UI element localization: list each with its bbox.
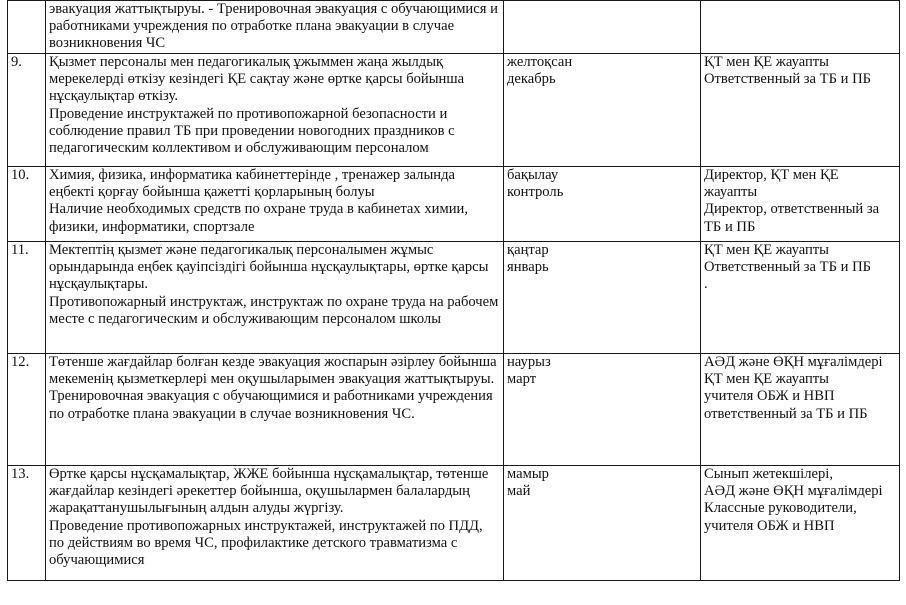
responsible-cell: ҚТ мен ҚЕ жауапты Ответственный за ТБ и ПБ . (701, 242, 900, 354)
table-row (8, 242, 900, 354)
responsible-cell: АӘД және ӨҚН мұғалімдері ҚТ мен ҚЕ жауапты учителя ОБЖ и НВП ответственный за ТБ и ПБ (701, 354, 900, 466)
activity-text: Қызмет персоналы мен педагогикалық ұжыммен жаңа жылдық мерекелерді өткізу кезіндегі ҚЕ сақтау және өртке қарсы бойынша нұсқаулықтар өткізу. Проведение инструктажей по противопожарной безопасности и соблюдение правил ТБ при проведении новогодних праздников с педагогическим коллективом и обслуживающим персоналом (46, 54, 504, 167)
period-cell: желтоқсан декабрь (504, 54, 701, 167)
period-cell: қаңтар январь (504, 242, 701, 354)
row-number (8, 1, 46, 54)
row-number: 9. (8, 54, 46, 167)
table-row (8, 354, 900, 466)
activity-text: Төтенше жағдайлар болған кезде эвакуация жоспарын әзірлеу бойынша мекеменің қызметкерлері мен оқушыларымен эвакуация жаттықтыруы. Тренировочная эвакуация с обучающимися и работниками учреждения по отработке плана эвакуации в случае возникновения ЧС. (46, 354, 504, 466)
row-number: 13. (8, 466, 46, 581)
responsible-cell: ҚТ мен ҚЕ жауапты Ответственный за ТБ и ПБ (701, 54, 900, 167)
activity-text: Өртке қарсы нұсқамалықтар, ЖЖЕ бойынша нұсқамалықтар, төтенше жағдайлар кезіндегі әрекеттер бойынша, оқушылармен балалардың жарақаттанушылығының алдын алуды жүргізу. Проведение противопожарных инструктажей, инструктажей по ПДД, по действиям во время ЧС, профилактике детского травматизма с обучающимися (46, 466, 504, 581)
responsible-cell: Сынып жетекшілері, АӘД және ӨҚН мұғалімдері Классные руководители, учителя ОБЖ и НВП (701, 466, 900, 581)
responsible-cell (701, 1, 900, 54)
period-cell: мамыр май (504, 466, 701, 581)
table-row (8, 54, 900, 167)
table-row (8, 167, 900, 242)
period-cell (504, 1, 701, 54)
period-cell: наурыз март (504, 354, 701, 466)
activity-text: Химия, физика, информатика кабинеттерінде , тренажер залында еңбекті қорғау бойынша қажетті қорларының болуы Наличие необходимых средств по охране труда в кабинетах химии, физики, информатики, спортзале (46, 167, 504, 242)
activity-text: эвакуация жаттықтыруы. - Тренировочная эвакуация с обучающимися и работниками учреждения по отработке плана эвакуации в случае возникновения ЧС (46, 1, 504, 54)
responsible-cell: Директор, ҚТ мен ҚЕ жауапты Директор, ответственный за ТБ и ПБ (701, 167, 900, 242)
table-row (8, 466, 900, 581)
row-number: 12. (8, 354, 46, 466)
row-number: 10. (8, 167, 46, 242)
safety-plan-table (7, 0, 900, 581)
period-cell: бақылау контроль (504, 167, 701, 242)
row-number: 11. (8, 242, 46, 354)
activity-text: Мектептің қызмет және педагогикалық персоналымен жұмыс орындарында еңбек қауіпсіздігі бойынша нұсқаулықтары, өртке қарсы нұсқаулықтары. Противопожарный инструктаж, инструктаж по охране труда на рабочем месте с педагогическим и обслуживающим персоналом школы (46, 242, 504, 354)
table-row (8, 1, 900, 54)
